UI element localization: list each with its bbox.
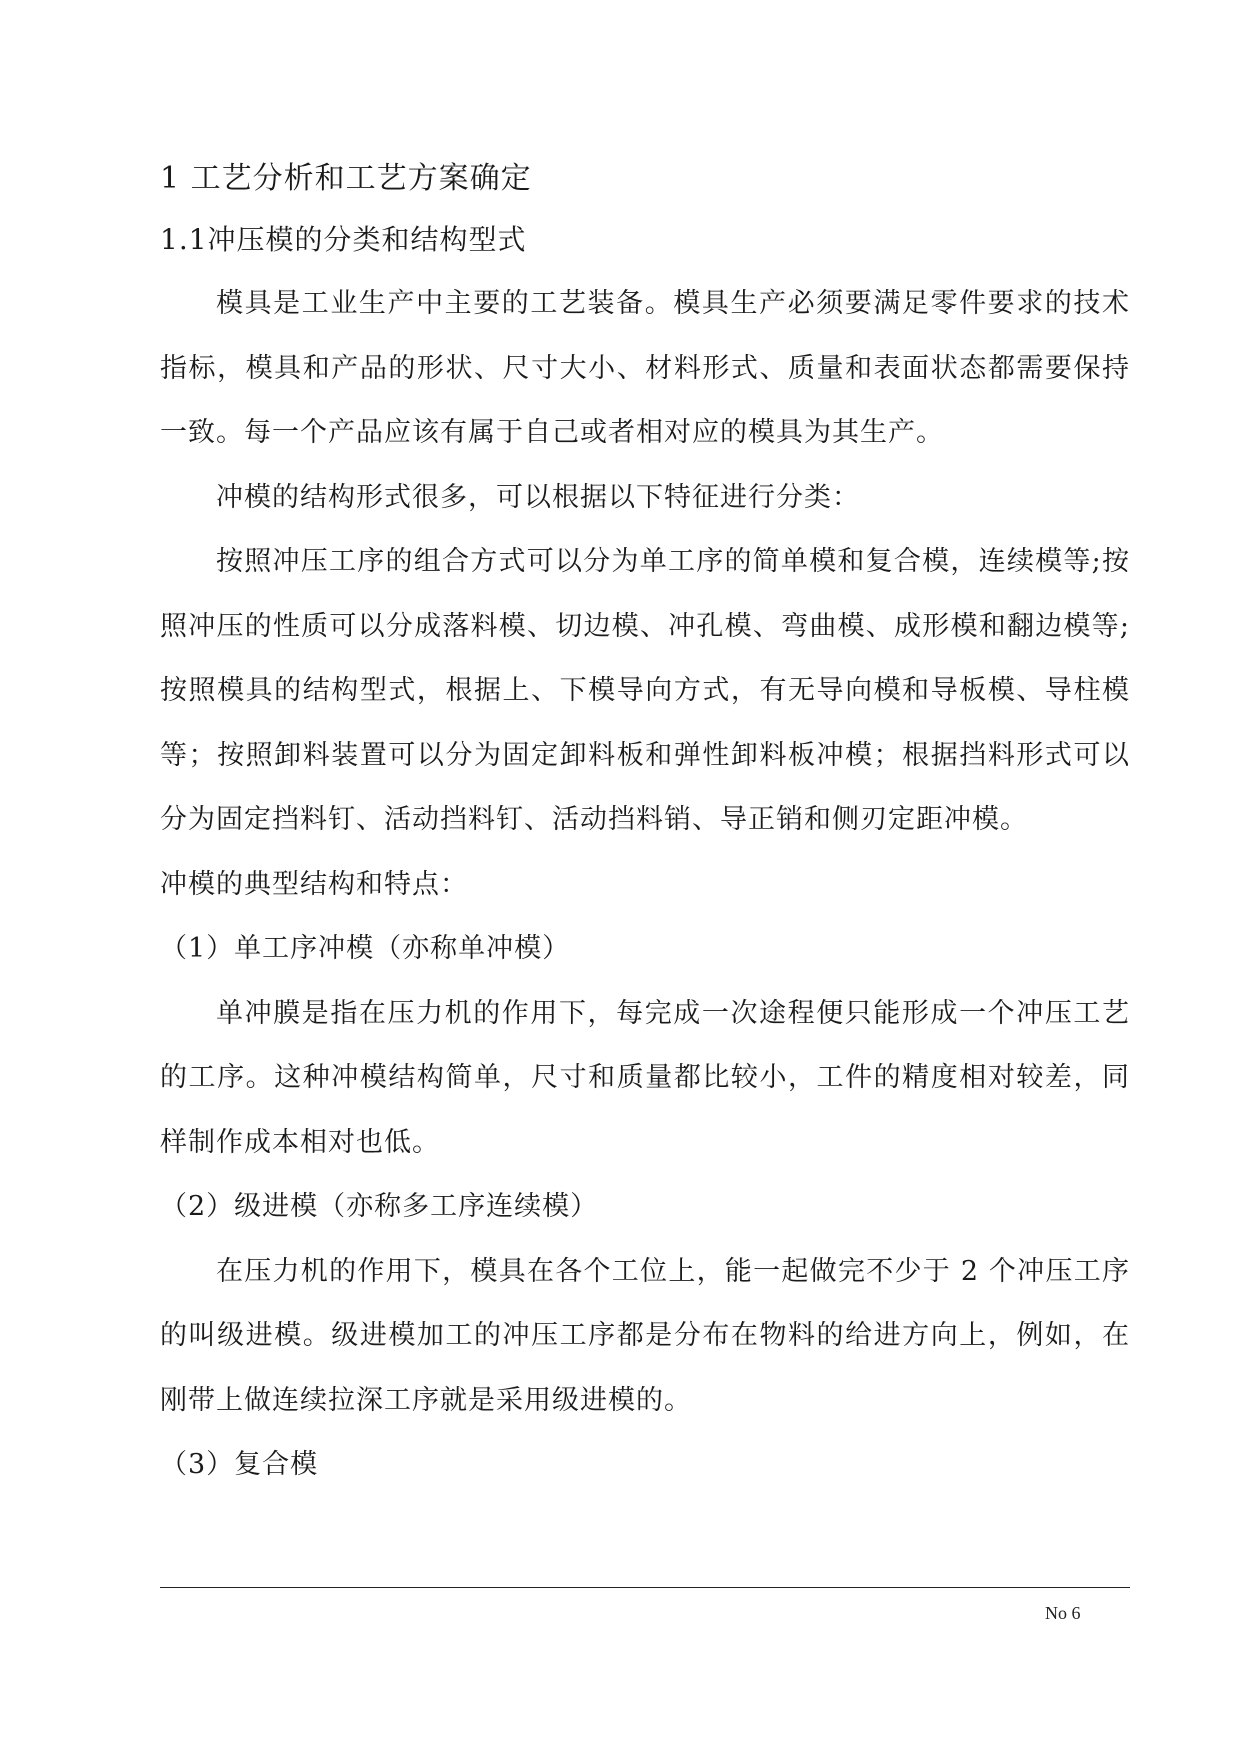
- item-title-compound-die: （3）复合模: [160, 1449, 319, 1480]
- page-number: No 6: [1045, 1603, 1081, 1623]
- page-content: [160, 150, 1130, 1498]
- item-body-progressive-die: 在压力机的作用下，模具在各个工位上，能一起做完不少于 2 个冲压工序的叫级进模。级进模加工的冲压工序都是分布在物料的给进方向上，例如，在刚带上做连续拉深工序就是采用级进模的。: [160, 1255, 1130, 1416]
- typical-structure-title: 冲模的典型结构和特点：: [160, 868, 468, 900]
- paragraph-classification-detail: 按照冲压工序的组合方式可以分为单工序的简单模和复合模，连续模等;按照冲压的性质可以分成落料模、切边模、冲孔模、弯曲模、成形模和翻边模等;按照模具的结构型式，根据上、下模导向方式，有无导向模和导板模、导柱模等；按照卸料装置可以分为固定卸料板和弹性卸料板冲模；根据挡料形式可以分为固定挡料钉、活动挡料钉、活动挡料销、导正销和侧刃定距冲模。: [160, 546, 1130, 835]
- item-title-single-process-die: （1）单工序冲模（亦称单冲模）: [160, 933, 571, 964]
- item-body-single-process-die: 单冲膜是指在压力机的作用下，每完成一次途程便只能形成一个冲压工艺的工序。这种冲模结构简单，尺寸和质量都比较小，工件的精度相对较差，同样制作成本相对也低。: [160, 997, 1130, 1158]
- chapter-heading: 1 工艺分析和工艺方案确定: [160, 161, 532, 196]
- paragraph-mold-intro: 模具是工业生产中主要的工艺装备。模具生产必须要满足零件要求的技术指标，模具和产品的形状、尺寸大小、材料形式、质量和表面状态都需要保持一致。每一个产品应该有属于自己或者相对应的模具为其生产。: [160, 288, 1130, 448]
- paragraph-classification-intro: 冲模的结构形式很多，可以根据以下特征进行分类：: [216, 481, 860, 513]
- item-title-progressive-die: （2）级进模（亦称多工序连续模）: [160, 1191, 599, 1222]
- footer-divider: [160, 1587, 1130, 1588]
- section-heading: 1.1冲压模的分类和结构型式: [160, 223, 527, 256]
